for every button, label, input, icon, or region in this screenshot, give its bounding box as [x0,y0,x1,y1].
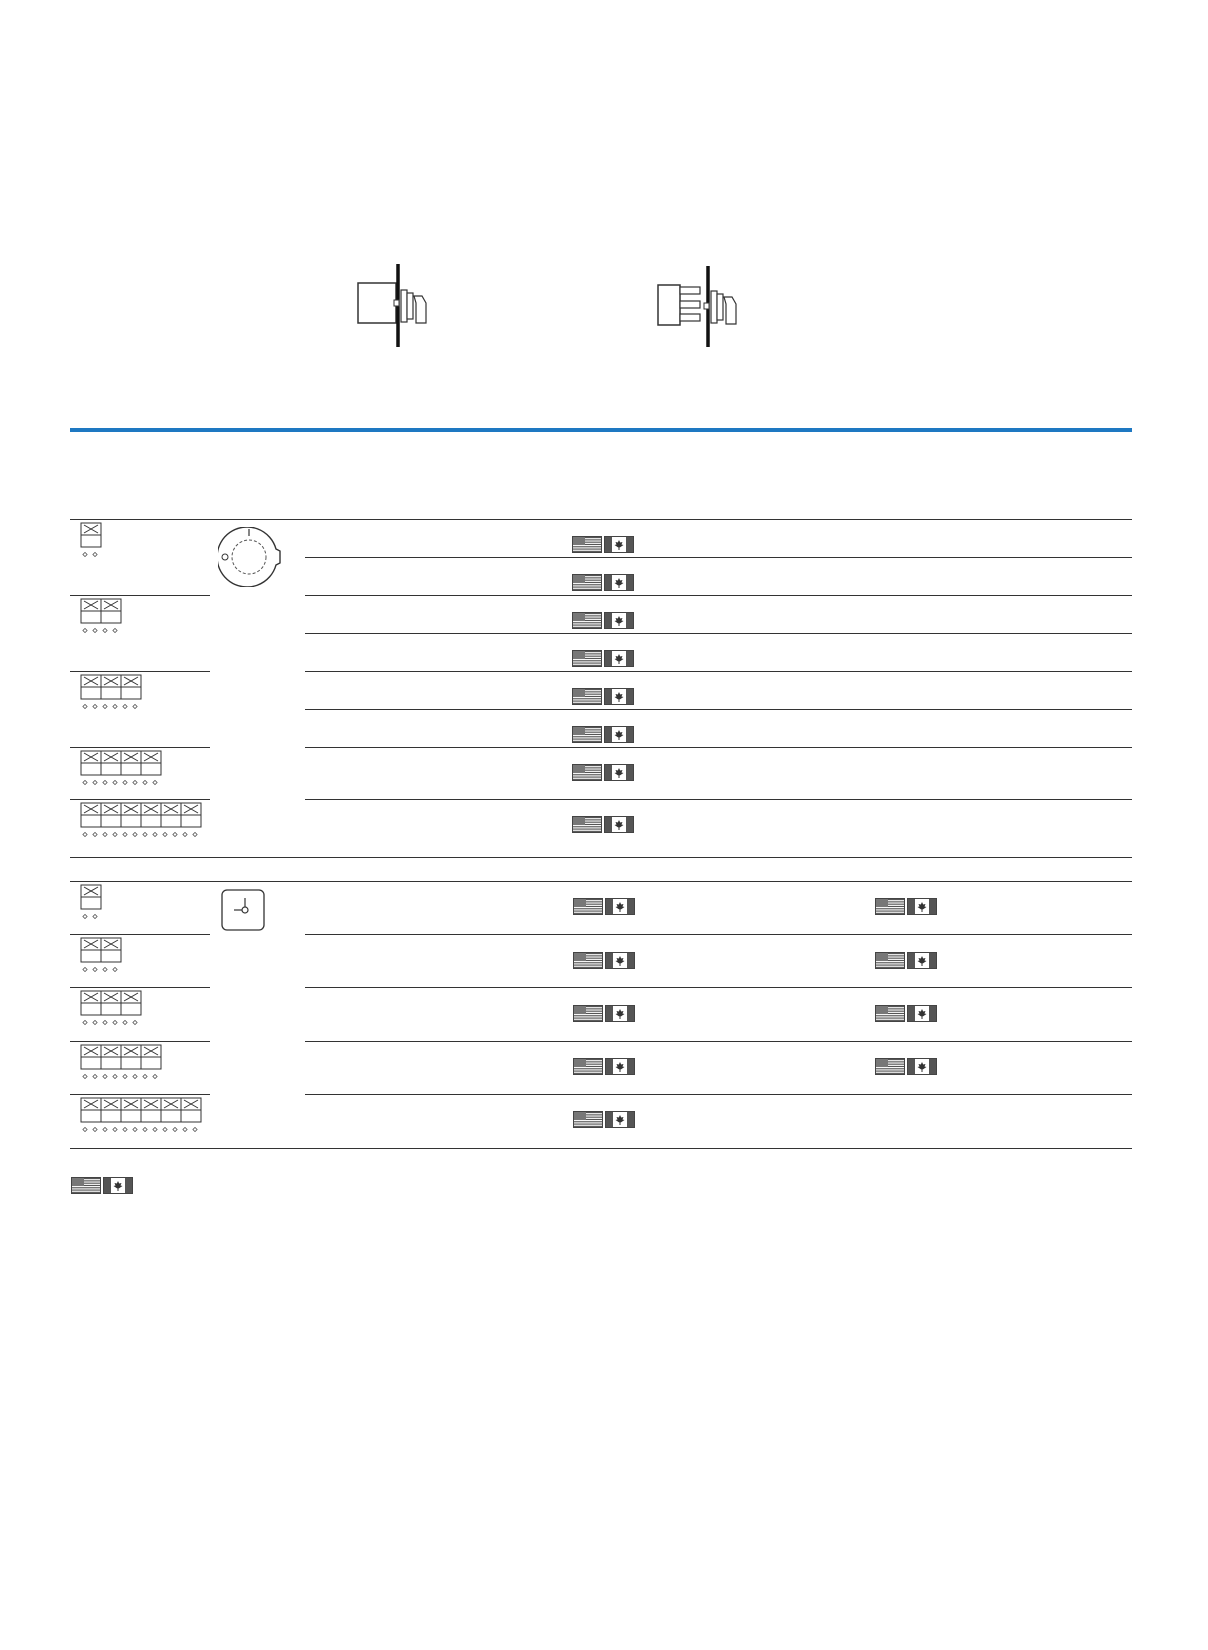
contact-block-diagram [80,1044,164,1082]
us-canada-certification-icon [573,1058,635,1075]
us-canada-certification-icon [572,688,634,705]
table-row-divider [70,595,210,596]
us-canada-certification-icon [572,612,634,629]
us-canada-certification-icon [875,1058,937,1075]
table-row-divider [305,1041,1132,1042]
section-divider [70,428,1132,432]
table-row-divider [305,633,1132,634]
us-canada-certification-icon [572,536,634,553]
table-row-divider [305,557,1132,558]
table-row-divider [305,747,1132,748]
contact-block-diagram [80,674,144,712]
table-row-divider [70,747,210,748]
us-canada-certification-icon [572,650,634,667]
contact-block-diagram [80,937,124,975]
table-bottom-border [70,857,1132,858]
table-bottom-border [70,1148,1132,1149]
us-canada-certification-icon [875,1005,937,1022]
switch-side-view-extended-icon [656,263,746,354]
table-row-divider [305,671,1132,672]
us-canada-certification-icon [573,1005,635,1022]
footnote-certification-icon [71,1177,133,1194]
table-row-divider [305,595,1132,596]
us-canada-certification-icon [875,898,937,915]
contact-block-diagram [80,598,124,636]
rotary-knob-icon [218,527,288,587]
contact-block-diagram [80,802,204,840]
contact-block-diagram [80,884,104,922]
table-row-divider [305,799,1132,800]
contact-block-diagram [80,750,164,788]
table-row-divider [70,671,210,672]
us-canada-certification-icon [572,816,634,833]
table-row-divider [305,1094,1132,1095]
contact-block-diagram [80,1097,204,1135]
table-row-divider [305,987,1132,988]
us-canada-certification-icon [572,574,634,591]
contact-block-diagram [80,522,104,560]
us-canada-certification-icon [573,1111,635,1128]
table-row-divider [70,1041,210,1042]
switch-position-icon [221,889,265,931]
switch-side-view-icon [356,263,436,354]
table-row-divider [305,709,1132,710]
table-row-divider [70,987,210,988]
us-canada-certification-icon [573,898,635,915]
table-row-divider [70,1094,210,1095]
us-canada-certification-icon [572,726,634,743]
us-canada-certification-icon [573,952,635,969]
us-canada-certification-icon [572,764,634,781]
contact-block-diagram [80,990,144,1028]
us-canada-certification-icon [875,952,937,969]
table-row-divider [70,519,1132,520]
table-row-divider [70,799,210,800]
table-row-divider [305,934,1132,935]
table-row-divider [70,934,210,935]
table-row-divider [70,881,1132,882]
